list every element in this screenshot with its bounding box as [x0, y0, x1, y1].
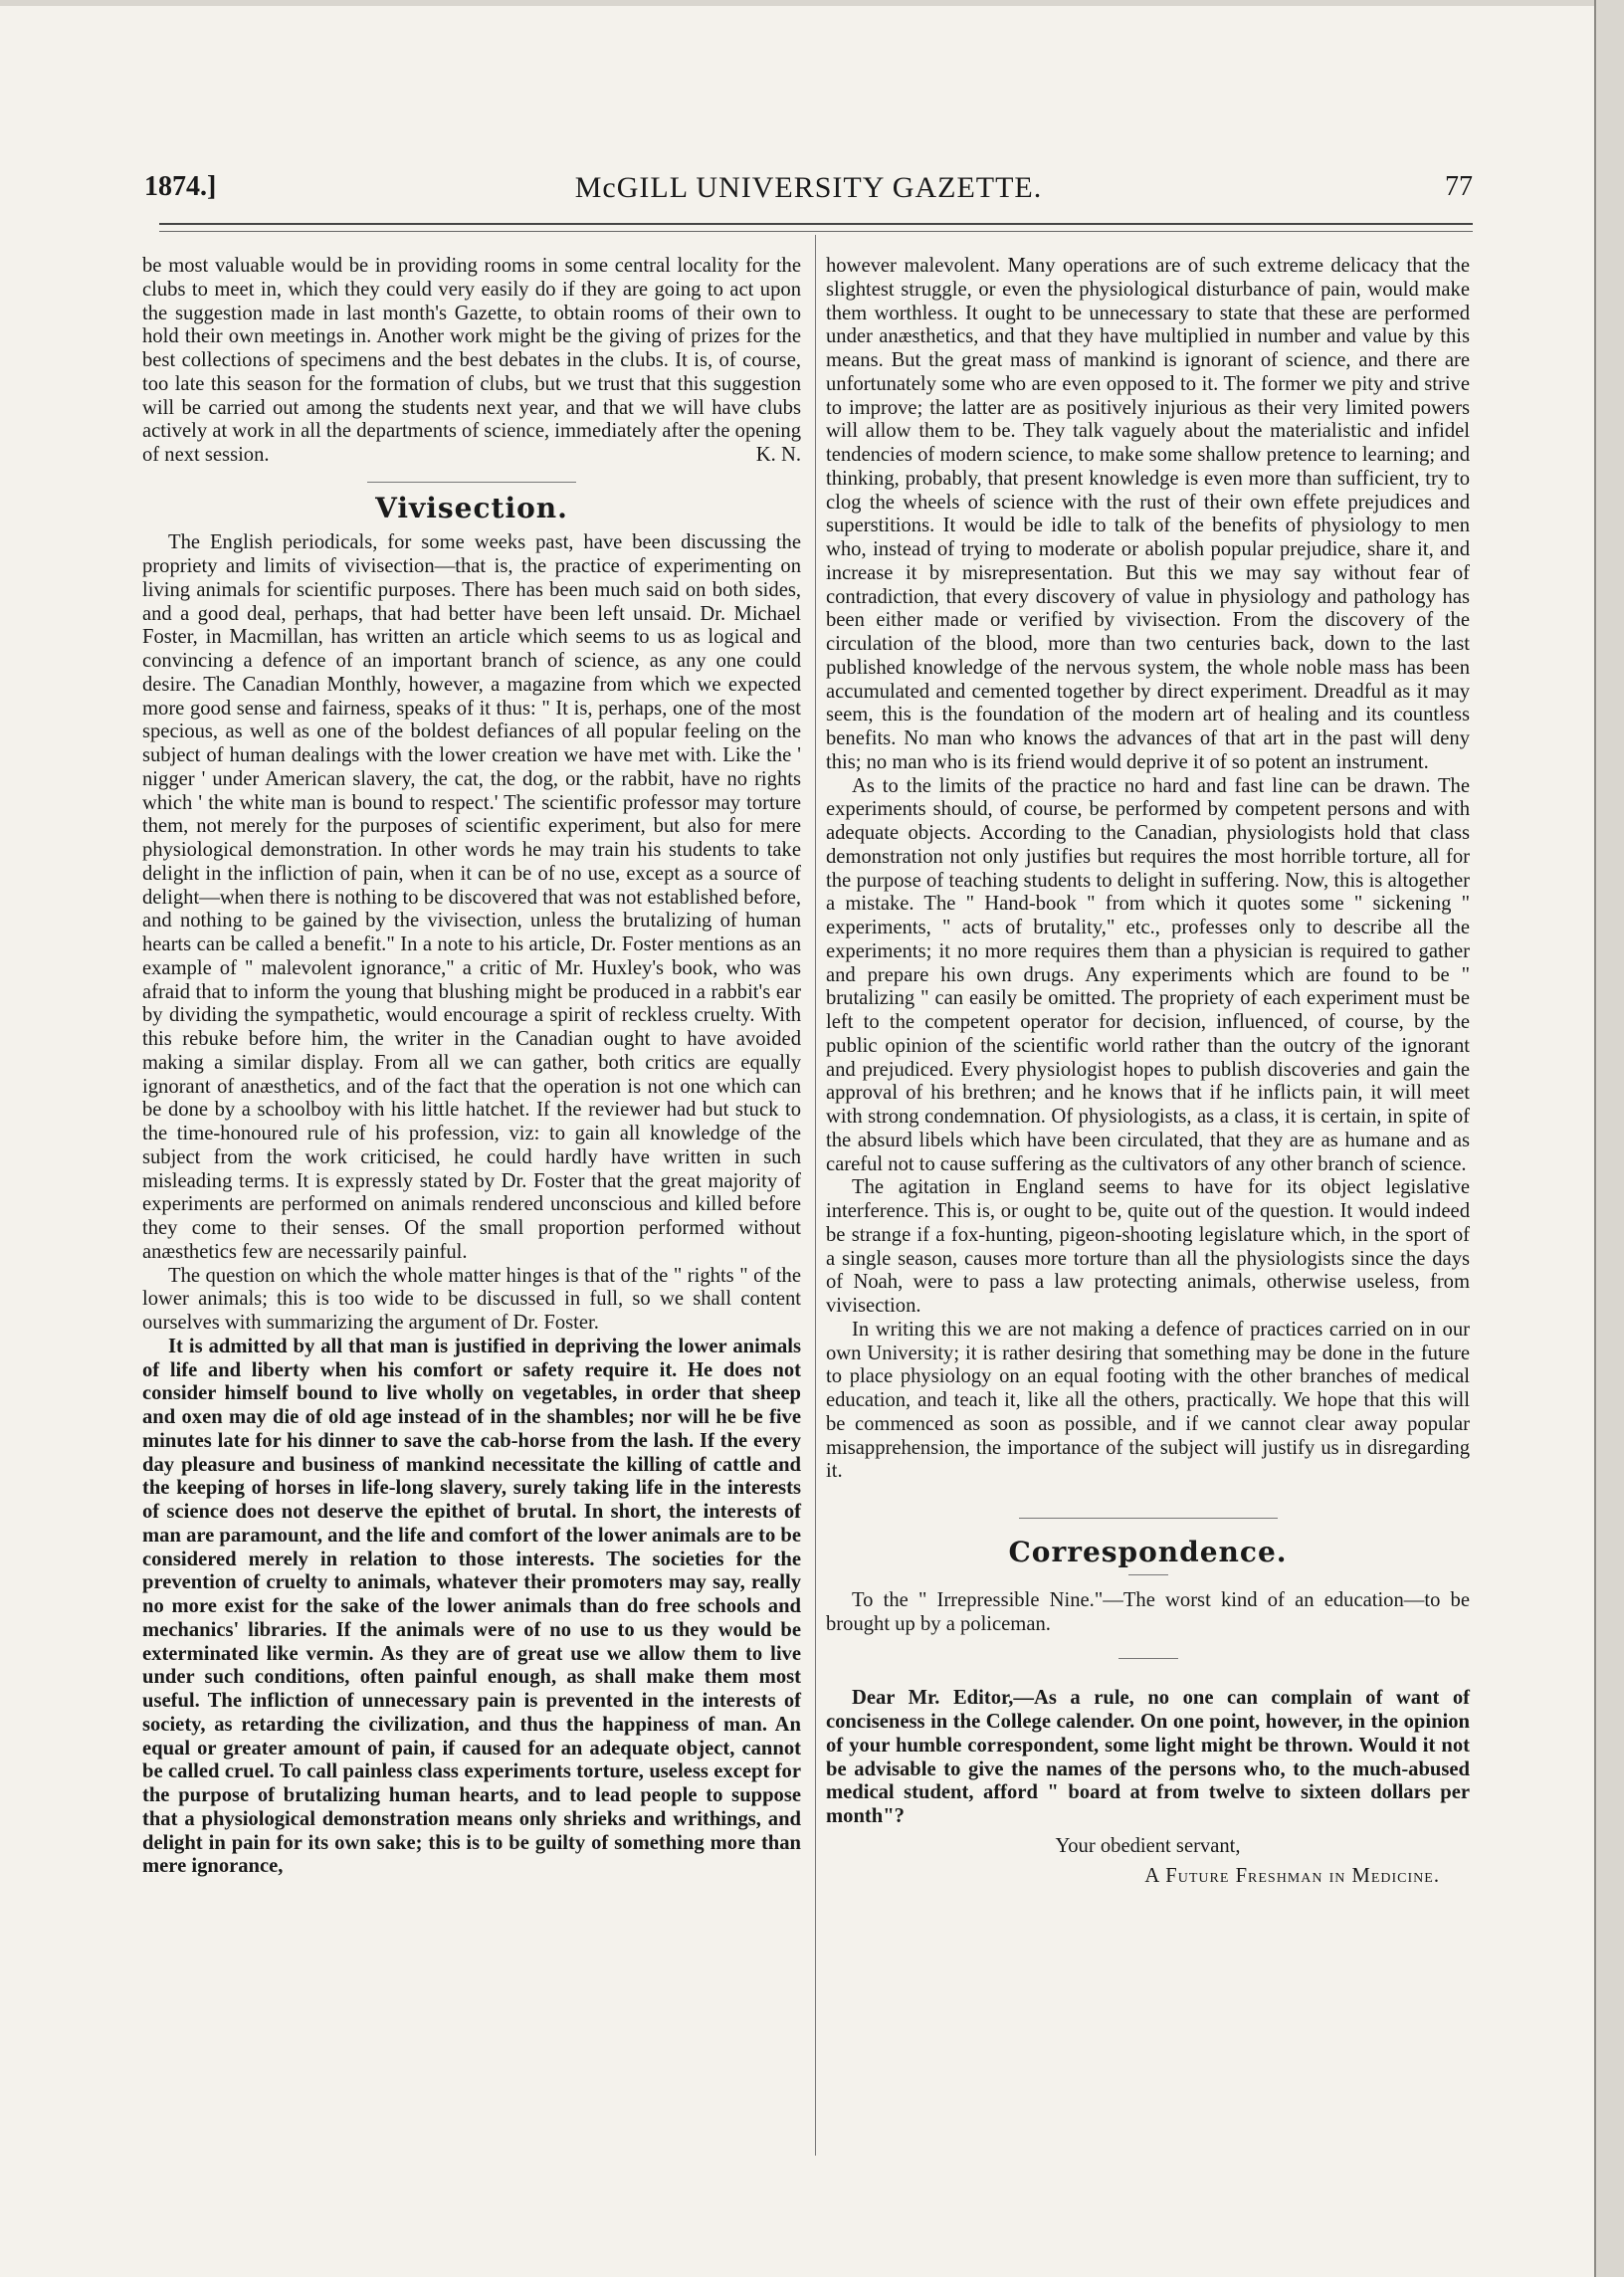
page-number: 77 [1445, 171, 1473, 202]
letter-closing: Your obedient servant, [1055, 1834, 1241, 1857]
intro-paragraph: be most valuable would be in providing rooms in some central locality for the clubs to meet in, which they could very easily do if they are going to act upon the suggestion made in last month's Gazette, to obtain rooms of their own to hold their own meetings in. Another work might be the giving of prizes for the best collections of specimens and the best debates in the clubs. It is, of course, too late this season for the formation of clubs, but we trust that this suggestion will be carried out among the students next year, and that we will have clubs actively at work in all the departments of science, immediately after the opening of next session. [142, 255, 801, 466]
column-divider [815, 235, 816, 2156]
intro-signature: K. N. [755, 443, 801, 466]
vivisection-paragraph-5: As to the limits of the practice no hard and fast line can be drawn. The experiments should, of course, be performed by competent persons and with adequate objects. According to the Canadian, physiologists hold that class demonstration not only justifies but requires the most horrible torture, all for the purpose of teaching students to delight in suffering. Now, this is altogether a mistake. The " Hand-book " from which it quotes some " sickening " experiments, " acts of brutality," etc., professes only to describe all the experiments; it no more requires them than a physician is required to gather and prepare his own drugs. Any experiments which are found to be " brutalizing " can easily be omitted. The propriety of each experiment must be left to the competent operator for decision, influenced, of course, by the public opinion of the scientific world rather than the outcry of the ignorant and prejudiced. Every physiologist hopes to publish discoveries and gain the approval of his brethren; and he knows that if he inflicts pain, it will meet with strong condemnation. Of physiologists, as a class, it is certain, in spite of the absurd libels which have been circulated, that they are as humane and as careful not to cause suffering as the cultivators of any other branch of science. [826, 774, 1470, 1175]
letter-signature: A Future Freshman in Medicine. [1144, 1864, 1440, 1887]
vivisection-paragraph-7: In writing this we are not making a defence of practices carried on in our own University; it is rather desiring that something may be done in the future to place physiology on an equal footing with the other branches of medical education, and teach it, like all the others, practically. We hope that this will be commenced as soon as possible, and if we cannot clear away popular misapprehension, the importance of the subject will justify us in disregarding it. [826, 1318, 1470, 1483]
heading-underline [1128, 1574, 1168, 1575]
correspondence-heading: Correspondence. [1008, 1536, 1288, 1568]
page-top-shadow [0, 0, 1594, 6]
page-header [144, 171, 1473, 211]
vivisection-paragraph-1: The English periodicals, for some weeks past, have been discussing the propriety and limits of vivisection—that is, the practice of experimenting on living animals for scientific purposes. There has been much said on both sides, and a good deal, perhaps, that had better have been left unsaid. Dr. Michael Foster, in Macmillan, has written an article which seems to us as logical and convincing a defence of an important branch of science, as any one could desire. The Canadian Monthly, however, a magazine from which we expected more good sense and fairness, speaks of it thus: " It is, perhaps, one of the most specious, as well as one of the boldest defiances of all popular feeling on the subject of human dealings with the lower creation we have met with. Like the ' nigger ' under American slavery, the cat, the dog, or the rabbit, have no rights which ' the white man is bound to respect.' The scientific professor may torture them, not merely for the purposes of scientific experiment, but also for mere physiological demonstration. In other words he may train his students to take delight in the infliction of pain, when it can be of no use, except as a source of delight—when there is nothing to be discovered that was not established before, and nothing to be gained by the vivisection, unless the brutalizing of human hearts can be called a benefit." In a note to his article, Dr. Foster mentions as an example of " malevolent ignorance," a critic of Mr. Huxley's book, who was afraid that to inform the young that blushing might be produced in a rabbit's ear by dividing the sympathetic, would encourage a spirit of reckless cruelty. With this rebuke before him, the writer in the Canadian ought to have avoided making a similar display. From all we can gather, both critics are equally ignorant of anæsthetics, and of the fact that the operation is not one which can be done by a schoolboy with his little hatchet. If the reviewer had but stuck to the time-honoured rule of his profession, viz: to gain all knowledge of the subject from the work criticised, he could hardly have written in such misleading terms. It is expressly stated by Dr. Foster that the great majority of experiments are performed on animals rendered unconscious and killed before they come to their senses. Of the small proportion performed without anæsthetics few are necessarily painful. [142, 531, 801, 1263]
page-binding-edge [1594, 0, 1624, 2277]
section-rule [367, 482, 576, 483]
vivisection-paragraph-6: The agitation in England seems to have for its object legislative interference. This is, or ought to be, quite out of the question. It would indeed be strange if a fox-hunting, pigeon-shooting legislature which, in the sport of a single season, causes more torture than all the physiologists since the days of Noah, were to pass a law protecting animals, otherwise useless, from vivisection. [826, 1176, 1470, 1317]
vivisection-paragraph-2: The question on which the whole matter hinges is that of the " rights " of the lower animals; this is too wide to be discussed in full, so we shall content ourselves with summarizing the argument of Dr. Foster. [142, 1264, 801, 1334]
header-rule [159, 223, 1473, 232]
section-rule-2 [1019, 1518, 1278, 1519]
left-column [142, 255, 801, 1879]
vivisection-heading: Vivisection. [375, 491, 568, 524]
right-column [826, 255, 1470, 1888]
header-year: 1874.] [144, 171, 217, 202]
note-rule [1118, 1658, 1178, 1659]
correspondence-note: To the " Irrepressible Nine."—The worst kind of an education—to be brought up by a policeman. [826, 1588, 1470, 1635]
vivisection-paragraph-4: however malevolent. Many operations are of such extreme delicacy that the slightest struggle, or even the physiological disturbance of pain, would make them worthless. It ought to be unnecessary to state that these are performed under anæsthetics, and that they have multiplied in number and value by this means. But the great mass of mankind is ignorant of science, and there are unfortunately some who are even opposed to it. The former we pity and strive to improve; the latter are as positively injurious as their very limited powers will allow them to be. They talk vaguely about the materialistic and infidel tendencies of modern science, to make some shallow pretence to learning; and thinking, probably, that present knowledge is even more than sufficient, try to clog the wheels of science with the rust of their own effete prejudices and superstitions. It would be idle to talk of the benefits of physiology to men who, instead of trying to moderate or abolish popular prejudice, share it, and increase it by misrepresentation. But this we may say without fear of contradiction, that every discovery of value in physiology and pathology has been either made or verified by vivisection. From the discovery of the circulation of the blood, more than two centuries back, down to the last published knowledge of the nervous system, the whole noble mass has been accumulated and cemented together by direct experiment. Dreadful as it may seem, this is the foundation of the modern art of healing and its countless benefits. No man who knows the advances of that art in the past will deny this; no man who is its friend would deprive it of so potent an instrument. [826, 255, 1470, 773]
vivisection-paragraph-3: It is admitted by all that man is justified in depriving the lower animals of life and liberty when his comfort or safety require it. He does not consider himself bound to live wholly on vegetables, in order that sheep and oxen may die of old age instead of in the shambles; nor will he be five minutes late for his dinner to save the cab-horse from the lash. If the every day pleasure and business of mankind necessitate the killing of cattle and the keeping of horses in life-long slavery, surely taking life in the interests of science does not deserve the epithet of brutal. In short, the interests of man are paramount, and the life and comfort of the lower animals are to be considered merely in relation to those interests. The societies for the prevention of cruelty to animals, whatever their promoters may say, really no more exist for the sake of the lower animals than do free schools and mechanics' libraries. If the animals were of no use to us they would be exterminated like vermin. As they are of great use we allow them to live under such conditions, often painful enough, as shall make them most useful. The infliction of unnecessary pain is prevented in the interests of society, as retarding the civilization, and thus the happiness of man. An equal or greater amount of pain, if caused for an adequate object, cannot be called cruel. To call painless class experiments torture, useless except for the purpose of brutalizing human hearts, and to lead people to suppose that a physiological demonstration means only shrieks and writhings, and delight in pain for its own sake; this is to be guilty of something more than mere ignorance, [142, 1335, 801, 1878]
publication-title: McGILL UNIVERSITY GAZETTE. [574, 171, 1043, 204]
correspondence-letter: Dear Mr. Editor,—As a rule, no one can complain of want of conciseness in the College calender. On one point, however, in the opinion of your humble correspondent, some light might be thrown. Would it not be advisable to give the names of the persons who, to the much-abused medical student, afford " board at from twelve to sixteen dollars per month"? [826, 1687, 1470, 1827]
